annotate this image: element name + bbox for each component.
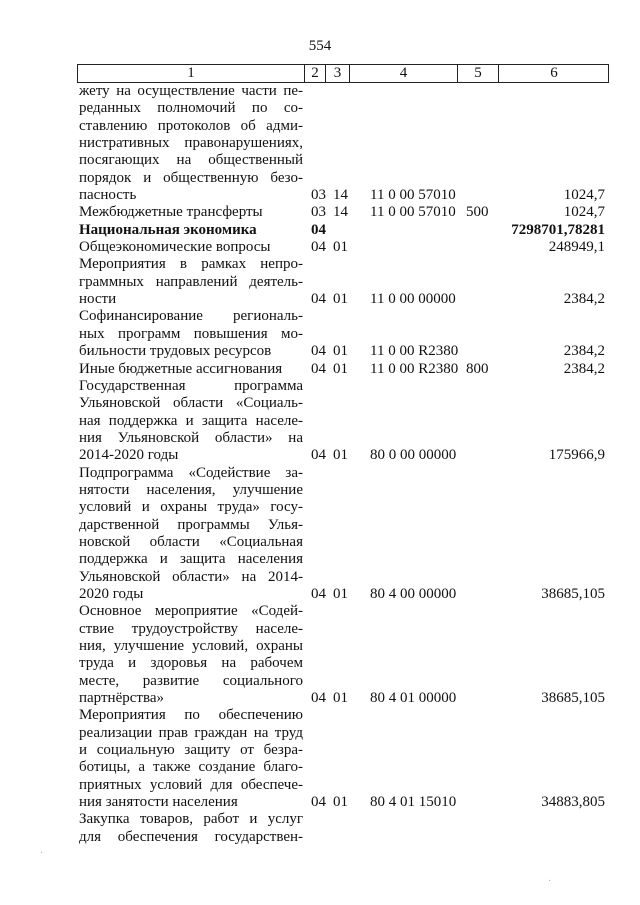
row-values [0, 187, 640, 204]
description-line: 2014-2020 годы [79, 447, 179, 464]
row-description [79, 465, 303, 604]
description-line: приятных условий для обеспече- [79, 776, 303, 793]
cell-col-6: 175966,9 [548, 447, 605, 464]
description-line: граммных направлений деятель- [79, 273, 303, 290]
cell-col-4: 11 0 00 R2380 [370, 343, 459, 360]
table-row [0, 378, 640, 465]
description-line: ния занятости населения [79, 794, 238, 811]
row-values [0, 361, 640, 378]
cell-col-2: 04 [311, 291, 326, 308]
cell-col-6: 38685,105 [541, 690, 605, 707]
description-line: и социальную защиту от безра- [79, 742, 303, 759]
cell-col-3: 14 [333, 187, 348, 204]
header-col-4: 4 [399, 65, 408, 81]
cell-col-6: 248949,1 [548, 239, 605, 256]
description-line: ботицы, а также создание благо- [79, 759, 303, 776]
cell-col-2: 03 [311, 187, 326, 204]
cell-col-6: 34883,805 [541, 794, 605, 811]
table-row [0, 308, 640, 360]
description-line: Подпрограмма «Содействие за- [79, 464, 303, 481]
table-row [0, 361, 640, 378]
description-line: Мероприятия по обеспечению [79, 707, 303, 724]
table-row [0, 239, 640, 256]
row-values [0, 829, 640, 846]
description-line: пасность [79, 187, 137, 204]
description-line: реданных полномочий по со- [79, 100, 303, 117]
scan-mark: · [40, 848, 44, 859]
cell-col-6: 2384,2 [563, 360, 605, 377]
cell-col-4: 11 0 00 00000 [370, 291, 456, 308]
description-line: 2020 годы [79, 585, 144, 602]
cell-col-4: 80 0 00 00000 [370, 447, 457, 464]
description-line: ния Ульяновской области» на [79, 429, 303, 446]
header-col-3: 3 [333, 65, 342, 81]
cell-col-3: 01 [333, 239, 348, 256]
table-row [0, 83, 640, 204]
row-values [0, 222, 640, 239]
row-values [0, 690, 640, 707]
description-line: партнёрства» [79, 690, 164, 707]
cell-col-3: 01 [333, 343, 348, 360]
row-values [0, 343, 640, 360]
cell-col-3: 01 [333, 794, 348, 811]
table-row [0, 222, 640, 239]
description-line: месте, развитие социального [79, 672, 303, 689]
description-line: дарственной программы Улья- [79, 516, 303, 533]
description-line: Межбюджетные трансферты [79, 204, 263, 221]
description-line: реализации прав граждан на труд [79, 724, 303, 741]
description-line: жету на осуществление части пе- [79, 83, 303, 99]
cell-col-5: 500 [466, 204, 489, 221]
description-line: посягающих на общественный [79, 152, 303, 169]
table-row [0, 603, 640, 707]
cell-col-5: 800 [466, 360, 489, 377]
table-row [0, 204, 640, 221]
cell-col-2: 04 [311, 239, 326, 256]
cell-col-3: 01 [333, 585, 348, 602]
cell-col-4: 11 0 00 R2380 [370, 360, 459, 377]
table-row [0, 465, 640, 604]
header-col-1: 1 [187, 65, 195, 81]
description-line: Государственная программа [79, 377, 303, 394]
cell-col-6: 7298701,78281 [511, 221, 605, 238]
description-line: ния, улучшение условий, охраны [79, 638, 303, 654]
table-row [0, 707, 640, 811]
cell-col-2: 04 [311, 447, 326, 464]
cell-col-6: 1024,7 [563, 187, 605, 204]
row-values [0, 204, 640, 221]
description-line: поддержка и защита населения [79, 551, 303, 568]
cell-col-3: 14 [333, 204, 348, 221]
description-line: Закупка товаров, работ и услуг [79, 811, 303, 828]
cell-col-2: 04 [311, 794, 326, 811]
cell-col-4: 80 4 01 00000 [370, 690, 457, 707]
cell-col-2: 04 [311, 360, 326, 377]
row-values [0, 239, 640, 256]
description-line: порядок и общественную безо- [79, 169, 303, 186]
cell-col-4: 80 4 00 00000 [370, 585, 457, 602]
description-line: Ульяновской области «Социаль- [79, 395, 303, 412]
page-number: 554 [308, 38, 332, 54]
table-body [0, 83, 640, 846]
description-line: ности [79, 291, 117, 308]
description-line: Ульяновской области» на 2014- [79, 568, 303, 585]
cell-col-4: 11 0 00 57010 [370, 187, 456, 204]
cell-col-3: 01 [333, 447, 348, 464]
cell-col-6: 38685,105 [541, 585, 605, 602]
row-values [0, 586, 640, 603]
cell-col-4: 80 4 01 15010 [370, 794, 457, 811]
table-row [0, 256, 640, 308]
cell-col-3: 01 [333, 360, 348, 377]
description-line: Софинансирование региональ- [79, 308, 303, 325]
cell-col-2: 04 [311, 585, 326, 602]
cell-col-3: 01 [333, 690, 348, 707]
cell-col-6: 2384,2 [563, 343, 605, 360]
table-header [77, 64, 609, 83]
description-line: труда и здоровья на рабочем [79, 655, 303, 672]
cell-col-2: 03 [311, 204, 326, 221]
cell-col-6: 1024,7 [563, 204, 605, 221]
header-col-6: 6 [550, 65, 558, 81]
cell-col-2: 04 [311, 221, 326, 238]
description-line: ствие трудоустройству населе- [79, 620, 303, 637]
description-line: ных программ повышения мо- [79, 325, 303, 342]
description-line: Общеэкономические вопросы [79, 239, 271, 256]
cell-col-2: 04 [311, 690, 326, 707]
row-values [0, 291, 640, 308]
description-line: Национальная экономика [79, 221, 257, 238]
description-line: новской области «Социальная [79, 533, 303, 550]
header-col-2: 2 [311, 65, 319, 81]
scan-mark: · [548, 876, 552, 887]
description-line: Иные бюджетные ассигнования [79, 360, 283, 377]
cell-col-3: 01 [333, 291, 348, 308]
description-line: Мероприятия в рамках непро- [79, 256, 303, 273]
description-line: Основное мероприятие «Содей- [79, 603, 303, 620]
row-values [0, 794, 640, 811]
cell-col-4: 11 0 00 57010 [370, 204, 456, 221]
description-line: для обеспечения государствен- [79, 828, 303, 845]
cell-col-6: 2384,2 [563, 291, 605, 308]
description-line: условий и охраны труда» госу- [79, 499, 303, 516]
description-line: ная поддержка и защита населе- [79, 412, 303, 429]
cell-col-2: 04 [311, 343, 326, 360]
row-values [0, 447, 640, 464]
description-line: ставлению протоколов об адми- [79, 117, 303, 134]
table-row [0, 811, 640, 846]
header-col-5: 5 [474, 65, 482, 81]
description-line: бильности трудовых ресурсов [79, 343, 272, 360]
description-line: нятости населения, улучшение [79, 481, 303, 498]
description-line: нистративных правонарушениях, [79, 135, 303, 152]
